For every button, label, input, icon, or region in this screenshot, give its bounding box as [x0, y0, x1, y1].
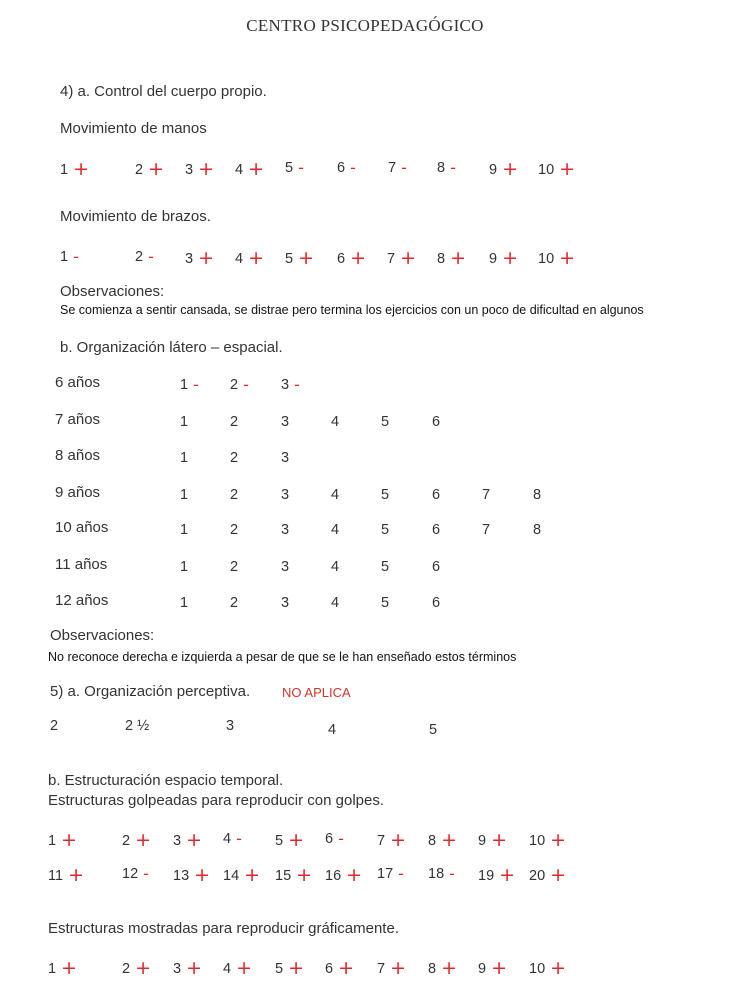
item-number: 6 [432, 595, 441, 611]
item-number: 2 [122, 833, 131, 849]
item-number: 1 [180, 377, 189, 393]
plus-mark: + [198, 247, 214, 269]
item-number: 5 [285, 160, 294, 176]
score-item [478, 828, 507, 850]
score-item [428, 956, 457, 978]
score-item [223, 828, 242, 847]
item-number: 3 [185, 162, 194, 178]
brazos-label: Movimiento de brazos. [60, 208, 211, 225]
score-item [325, 828, 344, 847]
score-item [48, 863, 84, 885]
item-number: 11 [48, 868, 64, 884]
age-item [432, 595, 440, 611]
plus-mark: + [198, 158, 214, 180]
item-number: 9 [489, 251, 498, 267]
item-number: 1 [60, 162, 69, 178]
age-item [281, 487, 289, 503]
minus-mark: - [398, 864, 404, 883]
age-item [180, 522, 188, 538]
score-item [173, 863, 210, 885]
item-number: 3 [281, 414, 290, 430]
age-item [331, 487, 339, 503]
item-number: 3 [173, 961, 182, 977]
section-5a-title: 5) a. Organización perceptiva. [50, 683, 251, 700]
item-number: 8 [533, 487, 542, 503]
perceptiva-item: 2 ½ [125, 718, 150, 734]
minus-mark: - [294, 375, 300, 394]
item-number: 1 [180, 450, 189, 466]
plus-mark: + [550, 957, 567, 979]
minus-mark: - [236, 829, 242, 848]
section-4b-title: b. Organización látero – espacial. [60, 339, 283, 356]
item-number: 3 [185, 251, 194, 267]
item-number: 5 [381, 487, 390, 503]
age-label: 11 años [55, 556, 108, 573]
plus-mark: + [236, 957, 252, 979]
item-number: 6 [337, 251, 346, 267]
item-number: 1 [180, 414, 189, 430]
minus-mark: - [243, 375, 249, 394]
plus-mark: + [244, 864, 261, 886]
age-item [281, 414, 289, 430]
score-item [275, 863, 312, 885]
score-item [223, 956, 252, 978]
plus-mark: + [441, 957, 457, 979]
score-item [48, 956, 77, 978]
perceptiva-item: 2 [50, 718, 59, 734]
age-label: 7 años [55, 411, 101, 428]
minus-mark: - [193, 375, 199, 394]
score-item [337, 246, 366, 268]
score-item [60, 157, 89, 179]
item-number: 18 [428, 866, 445, 882]
age-item [432, 559, 440, 575]
score-item [122, 863, 149, 882]
plus-mark: + [298, 247, 314, 269]
score-item [428, 863, 455, 882]
score-item [428, 828, 457, 850]
item-number: 8 [428, 833, 437, 849]
score-item [377, 828, 406, 850]
minus-mark: - [148, 247, 154, 266]
age-label: 6 años [55, 374, 101, 391]
item-number: 15 [275, 868, 292, 884]
age-item [381, 522, 389, 538]
plus-mark: + [135, 829, 151, 851]
plus-mark: + [296, 864, 313, 886]
item-number: 7 [482, 522, 491, 538]
item-number: 9 [489, 162, 498, 178]
age-item [281, 595, 289, 611]
score-item [122, 828, 151, 850]
item-number: 4 [235, 162, 244, 178]
plus-mark: + [186, 829, 202, 851]
minus-mark: - [401, 158, 407, 177]
age-item [180, 487, 188, 503]
score-item [538, 246, 575, 268]
item-number: 10 [529, 961, 546, 977]
item-number: 13 [173, 868, 190, 884]
item-number: 7 [377, 961, 386, 977]
minus-mark: - [338, 829, 344, 848]
plus-mark: + [390, 957, 406, 979]
item-number: 9 [478, 961, 487, 977]
score-item [173, 956, 202, 978]
plus-mark: + [68, 864, 84, 886]
score-item [185, 157, 214, 179]
age-item [281, 559, 289, 575]
item-number: 2 [230, 377, 239, 393]
age-item [381, 595, 389, 611]
age-item [230, 595, 238, 611]
item-number: 2 [122, 961, 131, 977]
observaciones-label-1: Observaciones: [60, 283, 165, 300]
age-label: 8 años [55, 447, 101, 464]
age-item [331, 595, 339, 611]
age-item [180, 414, 188, 430]
item-number: 1 [60, 249, 69, 265]
score-item [437, 157, 456, 176]
observaciones-text-2: No reconoce derecha e izquierda a pesar de que se le han enseñado estos términos [48, 650, 517, 664]
score-item [325, 956, 354, 978]
item-number: 6 [337, 160, 346, 176]
score-item [173, 828, 202, 850]
item-number: 14 [223, 868, 240, 884]
item-number: 3 [281, 522, 290, 538]
item-number: 8 [437, 160, 446, 176]
item-number: 7 [482, 487, 491, 503]
age-item [381, 559, 389, 575]
age-item [482, 522, 490, 538]
no-aplica-note: NO APLICA [282, 685, 351, 700]
age-item [432, 414, 440, 430]
item-number: 20 [529, 868, 546, 884]
item-number: 4 [331, 487, 340, 503]
plus-mark: + [288, 829, 304, 851]
minus-mark: - [143, 864, 149, 883]
item-number: 6 [432, 487, 441, 503]
item-number: 2 [230, 487, 239, 503]
item-number: 3 [281, 559, 290, 575]
plus-mark: + [400, 247, 416, 269]
item-number: 6 [432, 522, 441, 538]
score-item [478, 863, 515, 885]
score-item [529, 956, 566, 978]
item-number: 4 [223, 831, 232, 847]
age-item [281, 450, 289, 466]
age-label: 10 años [55, 519, 109, 536]
plus-mark: + [350, 247, 366, 269]
plus-mark: + [550, 864, 567, 886]
page-title: CENTRO PSICOPEDAGÓGICO [246, 16, 484, 35]
age-item [230, 487, 238, 503]
item-number: 2 [230, 522, 239, 538]
plus-mark: + [248, 158, 264, 180]
score-item [285, 157, 304, 176]
score-item [275, 956, 304, 978]
item-number: 3 [281, 450, 290, 466]
age-item [230, 522, 238, 538]
age-item [180, 374, 199, 393]
item-number: 6 [432, 414, 441, 430]
item-number: 10 [538, 162, 555, 178]
age-item [331, 559, 339, 575]
perceptiva-item: 4 [328, 722, 337, 738]
perceptiva-item: 3 [226, 718, 235, 734]
item-number: 2 [230, 450, 239, 466]
item-number: 9 [478, 833, 487, 849]
plus-mark: + [491, 829, 507, 851]
plus-mark: + [194, 864, 211, 886]
item-number: 8 [428, 961, 437, 977]
item-number: 16 [325, 868, 342, 884]
plus-mark: + [491, 957, 507, 979]
minus-mark: - [449, 864, 455, 883]
item-number: 4 [331, 559, 340, 575]
item-number: 6 [325, 961, 334, 977]
minus-mark: - [73, 247, 79, 266]
item-number: 2 [230, 559, 239, 575]
item-number: 3 [281, 487, 290, 503]
score-item [122, 956, 151, 978]
plus-mark: + [550, 829, 567, 851]
item-number: 2 [230, 595, 239, 611]
plus-mark: + [288, 957, 304, 979]
item-number: 1 [180, 595, 189, 611]
plus-mark: + [135, 957, 151, 979]
item-number: 1 [48, 833, 57, 849]
item-number: 3 [281, 595, 290, 611]
observaciones-label-2: Observaciones: [50, 627, 155, 644]
item-number: 5 [381, 559, 390, 575]
age-item [381, 487, 389, 503]
score-item [387, 246, 416, 268]
age-item [230, 374, 249, 393]
age-item [230, 414, 238, 430]
plus-mark: + [502, 247, 518, 269]
age-item [533, 487, 541, 503]
item-number: 5 [285, 251, 294, 267]
plus-mark: + [390, 829, 406, 851]
item-number: 5 [381, 595, 390, 611]
item-number: 4 [223, 961, 232, 977]
score-item [388, 157, 407, 176]
age-label: 9 años [55, 484, 101, 501]
item-number: 2 [230, 414, 239, 430]
score-item [60, 246, 79, 265]
score-item [437, 246, 466, 268]
plus-mark: + [186, 957, 202, 979]
plus-mark: + [148, 158, 164, 180]
plus-mark: + [338, 957, 354, 979]
score-item [529, 863, 566, 885]
score-item [275, 828, 304, 850]
age-item [230, 450, 238, 466]
plus-mark: + [441, 829, 457, 851]
observaciones-text-1: Se comienza a sentir cansada, se distrae pero termina los ejercicios con un poco de dificultad en algunos [60, 303, 644, 317]
score-item [223, 863, 260, 885]
item-number: 19 [478, 868, 495, 884]
item-number: 5 [381, 522, 390, 538]
age-item [180, 595, 188, 611]
score-item [489, 157, 518, 179]
age-item [381, 414, 389, 430]
item-number: 12 [122, 866, 139, 882]
score-item [377, 956, 406, 978]
item-number: 5 [275, 961, 284, 977]
plus-mark: + [61, 829, 77, 851]
item-number: 4 [331, 595, 340, 611]
plus-mark: + [559, 158, 576, 180]
section-5b-title: b. Estructuración espacio temporal. [48, 772, 284, 789]
section-5b-subtitle: Estructuras golpeadas para reproducir con golpes. [48, 792, 385, 809]
item-number: 4 [331, 522, 340, 538]
score-item [235, 246, 264, 268]
item-number: 6 [432, 559, 441, 575]
item-number: 4 [235, 251, 244, 267]
section-4a-title: 4) a. Control del cuerpo propio. [60, 83, 267, 100]
age-item [180, 450, 188, 466]
age-label: 12 años [55, 592, 109, 609]
manos-label: Movimiento de manos [60, 120, 207, 137]
item-number: 3 [281, 377, 290, 393]
score-item [285, 246, 314, 268]
age-item [281, 374, 300, 393]
item-number: 4 [331, 414, 340, 430]
minus-mark: - [350, 158, 356, 177]
age-item [180, 559, 188, 575]
age-item [281, 522, 289, 538]
plus-mark: + [450, 247, 466, 269]
score-item [48, 828, 77, 850]
plus-mark: + [346, 864, 363, 886]
item-number: 5 [275, 833, 284, 849]
score-item [377, 863, 404, 882]
minus-mark: - [450, 158, 456, 177]
age-item [230, 559, 238, 575]
plus-mark: + [73, 158, 89, 180]
age-item [331, 522, 339, 538]
item-number: 10 [529, 833, 546, 849]
item-number: 1 [180, 487, 189, 503]
score-item [235, 157, 264, 179]
item-number: 17 [377, 866, 394, 882]
item-number: 5 [381, 414, 390, 430]
plus-mark: + [248, 247, 264, 269]
item-number: 3 [173, 833, 182, 849]
perceptiva-item: 5 [429, 722, 438, 738]
score-item [489, 246, 518, 268]
minus-mark: - [298, 158, 304, 177]
score-item [185, 246, 214, 268]
score-item [478, 956, 507, 978]
age-item [432, 487, 440, 503]
age-item [482, 487, 490, 503]
item-number: 7 [377, 833, 386, 849]
item-number: 8 [437, 251, 446, 267]
item-number: 2 [135, 249, 144, 265]
score-item [538, 157, 575, 179]
item-number: 1 [180, 522, 189, 538]
score-item [135, 246, 154, 265]
item-number: 1 [180, 559, 189, 575]
item-number: 6 [325, 831, 334, 847]
score-item [337, 157, 356, 176]
plus-mark: + [61, 957, 77, 979]
item-number: 7 [387, 251, 396, 267]
item-number: 1 [48, 961, 57, 977]
plus-mark: + [559, 247, 576, 269]
item-number: 2 [135, 162, 144, 178]
graficamente-title: Estructuras mostradas para reproducir gráficamente. [48, 920, 399, 937]
item-number: 10 [538, 251, 555, 267]
age-item [432, 522, 440, 538]
item-number: 7 [388, 160, 397, 176]
plus-mark: + [499, 864, 516, 886]
score-item [135, 157, 164, 179]
plus-mark: + [502, 158, 518, 180]
item-number: 8 [533, 522, 542, 538]
score-item [529, 828, 566, 850]
age-item [331, 414, 339, 430]
age-item [533, 522, 541, 538]
score-item [325, 863, 362, 885]
